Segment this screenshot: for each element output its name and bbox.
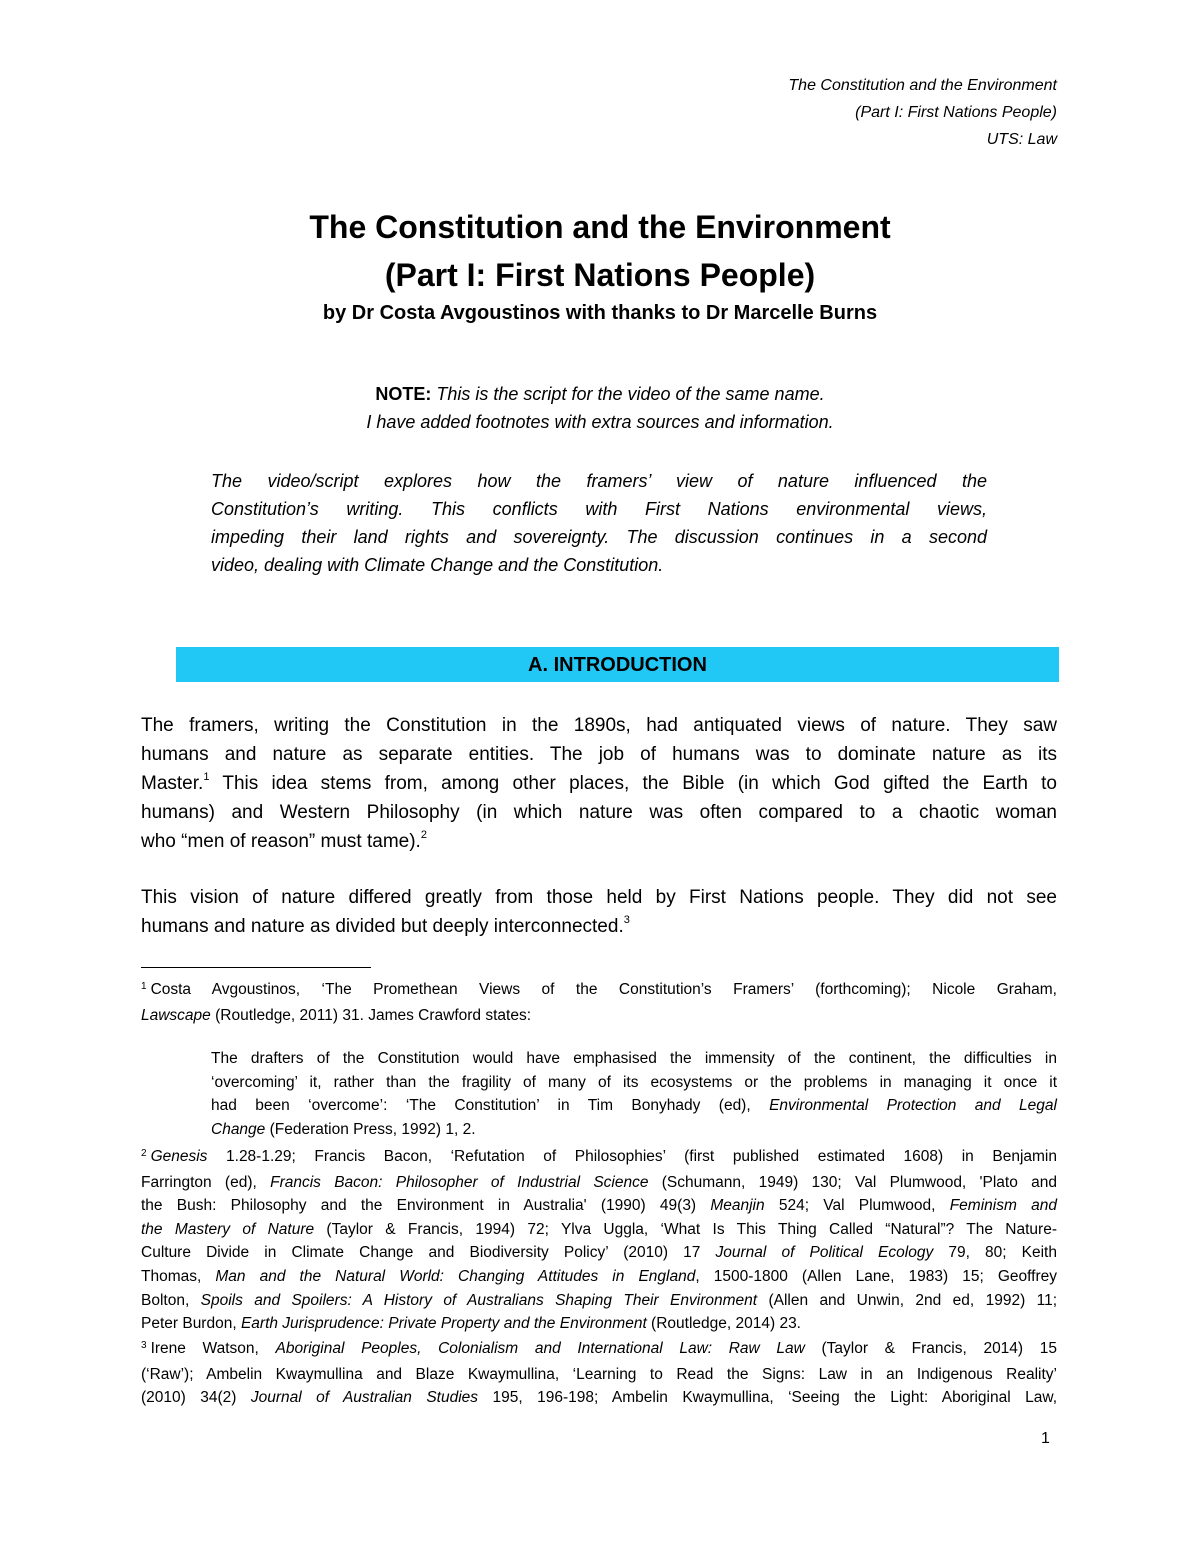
footnote-text: Costa Avgoustinos, ‘The Promethean Views of the Constitution’s Framers’ (forthcoming); Nicole Graham, (150, 981, 1057, 998)
footnote-line (141, 1004, 1057, 1028)
body-text: This idea stems from, among other places, the Bible (in which God gifted the Earth to (209, 773, 1057, 794)
quote-text: had been ‘overcome’: ‘The Constitution’ in Tim Bonyhady (ed), (211, 1097, 770, 1115)
quote-line: ‘overcoming’ it, rather than the fragility of many of its ecosystems or the problems in managing it once it (211, 1073, 1057, 1091)
footnote-text: the Bush: Philosophy and the Environment in Australia' (1990) 49(3) (141, 1197, 711, 1215)
section-heading-introduction: A. INTRODUCTION (176, 647, 1059, 682)
footnote-italic: Journal of Political Ecology (715, 1244, 934, 1262)
footnote-italic: Lawscape (141, 1006, 211, 1024)
footnote-3 (141, 1337, 1057, 1410)
footnote-text: 524; Val Plumwood, (764, 1197, 950, 1215)
footnote-text: Irene Watson, (150, 1340, 276, 1357)
footnote-italic: Meanjin (710, 1197, 765, 1215)
footnote-ref-1[interactable]: 1 (203, 770, 210, 783)
footnote-number: 1 (141, 981, 147, 992)
author-byline: by Dr Costa Avgoustinos with thanks to Dr Marcelle Burns (322, 302, 878, 324)
footnote-line (141, 1241, 1057, 1265)
footnote-line (141, 1218, 1057, 1242)
quote-line (211, 1094, 1057, 1118)
note-line-1 (0, 380, 1200, 408)
footnote-text: (2010) 34(2) (141, 1389, 251, 1407)
footnote-italic: the Mastery of Nature (141, 1220, 315, 1238)
footnote-text: (Allen and Unwin, 2nd ed, 1992) 11; (757, 1291, 1058, 1309)
footnote-separator (141, 967, 371, 968)
body-line (141, 769, 1057, 798)
footnote-line (141, 978, 1057, 1004)
footnote-text: Peter Burdon, (141, 1315, 241, 1333)
footnote-line (141, 1171, 1057, 1195)
footnote-italic: Genesis (150, 1148, 208, 1165)
summary-paragraph (211, 467, 987, 579)
body-line (141, 827, 1057, 856)
summary-line: The video/script explores how the framers’ view of nature influenced the (211, 471, 987, 491)
footnote-italic: Earth Jurisprudence: Private Property and the Environment (240, 1315, 647, 1333)
footnote-number: 3 (141, 1340, 147, 1351)
footnote-italic: Aboriginal Peoples, Colonialism and International Law: Raw Law (275, 1340, 805, 1357)
body-line: humans and nature as separate entities. The job of humans was to dominate nature as its (141, 744, 1057, 765)
quote-italic: Change (211, 1120, 266, 1138)
footnote-text: Culture Divide in Climate Change and Biodiversity Policy’ (2010) 17 (141, 1244, 716, 1262)
body-paragraph-1 (141, 711, 1057, 856)
footnote-line: (‘Raw’); Ambelin Kwaymullina and Blaze Kwaymullina, ‘Learning to Read the Signs: Law in an Indigenous Reality’ (141, 1365, 1057, 1383)
footnote-text: Bolton, (141, 1291, 201, 1309)
footnote-1 (141, 978, 1057, 1027)
footnote-italic: Spoils and Spoilers: A History of Australians Shaping Their Environment (200, 1291, 758, 1309)
footnote-text: (Schumann, 1949) 130; Val Plumwood, 'Plato and (648, 1173, 1057, 1191)
footnote-ref-3[interactable]: 3 (623, 913, 630, 926)
quote-line (211, 1118, 1057, 1142)
footnote-text: 1.28-1.29; Francis Bacon, ‘Refutation of Philosophies’ (first published estimated 1608) in Benjamin (207, 1148, 1057, 1165)
footnote-italic: Man and the Natural World: Changing Attitudes in England (215, 1267, 696, 1285)
footnote-number: 2 (141, 1148, 147, 1159)
footnote-line (141, 1386, 1057, 1410)
document-title: The Constitution and the Environment (309, 209, 891, 245)
page-number: 1 (1041, 1430, 1050, 1447)
quote-italic: Environmental Protection and Legal (769, 1097, 1057, 1115)
running-header (788, 72, 1057, 153)
footnote-italic: Feminism and (949, 1197, 1057, 1215)
footnote-line (141, 1312, 1057, 1336)
running-header-title: The Constitution and the Environment (788, 77, 1057, 94)
footnote-text: (Routledge, 2011) 31. James Crawford states: (210, 1006, 531, 1024)
footnote-italic: Journal of Australian Studies (250, 1389, 479, 1407)
note-text-1: This is the script for the video of the same name. (431, 384, 825, 404)
footnote-line (141, 1194, 1057, 1218)
body-text: humans and nature as divided but deeply interconnected. (141, 916, 624, 937)
running-header-institution: UTS: Law (986, 131, 1057, 148)
summary-line: Constitution’s writing. This conflicts with First Nations environmental views, (211, 499, 987, 519)
footnote-line (141, 1289, 1057, 1313)
footnote-text: Farrington (ed), (141, 1173, 271, 1191)
footnote-text: (Taylor & Francis, 2014) 15 (804, 1340, 1057, 1357)
summary-line: impeding their land rights and sovereignty. The discussion continues in a second (211, 527, 987, 547)
note-block (0, 380, 1200, 436)
document-subtitle: (Part I: First Nations People) (384, 257, 816, 293)
footnote-line (141, 1337, 1057, 1363)
footnote-text: 79, 80; Keith (933, 1244, 1057, 1262)
footnote-text: (Routledge, 2014) 23. (646, 1315, 801, 1333)
footnote-line (141, 1265, 1057, 1289)
footnote-text: 195, 196-198; Ambelin Kwaymullina, ‘Seeing the Light: Aboriginal Law, (478, 1389, 1057, 1407)
running-header-subtitle: (Part I: First Nations People) (855, 104, 1057, 121)
body-text: Master. (141, 773, 204, 794)
footnote-italic: Francis Bacon: Philosopher of Industrial Science (270, 1173, 649, 1191)
body-line: humans) and Western Philosophy (in which nature was often compared to a chaotic woman (141, 802, 1057, 823)
footnote-text: , 1500-1800 (Allen Lane, 1983) 15; Geoffrey (695, 1267, 1057, 1285)
body-line: The framers, writing the Constitution in the 1890s, had antiquated views of nature. They saw (141, 715, 1057, 736)
body-line: This vision of nature differed greatly from those held by First Nations people. They did not see (141, 887, 1057, 908)
body-paragraph-2 (141, 883, 1057, 941)
footnote-line (141, 1145, 1057, 1171)
footnote-text: Thomas, (141, 1267, 216, 1285)
body-line (141, 912, 1057, 941)
summary-line: video, dealing with Climate Change and the Constitution. (211, 555, 664, 575)
footnote-1-quote (211, 1047, 1057, 1141)
body-text: who “men of reason” must tame). (141, 831, 421, 852)
footnote-text: (Taylor & Francis, 1994) 72; Ylva Uggla, ‘What Is This Thing Called “Natural”? The Nature- (314, 1220, 1057, 1238)
footnote-ref-2[interactable]: 2 (420, 828, 427, 841)
note-label: NOTE: (375, 384, 432, 404)
quote-line: The drafters of the Constitution would have emphasised the immensity of the continent, the difficulties in (211, 1050, 1057, 1067)
quote-text: (Federation Press, 1992) 1, 2. (265, 1120, 476, 1138)
footnote-2 (141, 1145, 1057, 1336)
note-line-2: I have added footnotes with extra sources and information. (366, 412, 834, 432)
